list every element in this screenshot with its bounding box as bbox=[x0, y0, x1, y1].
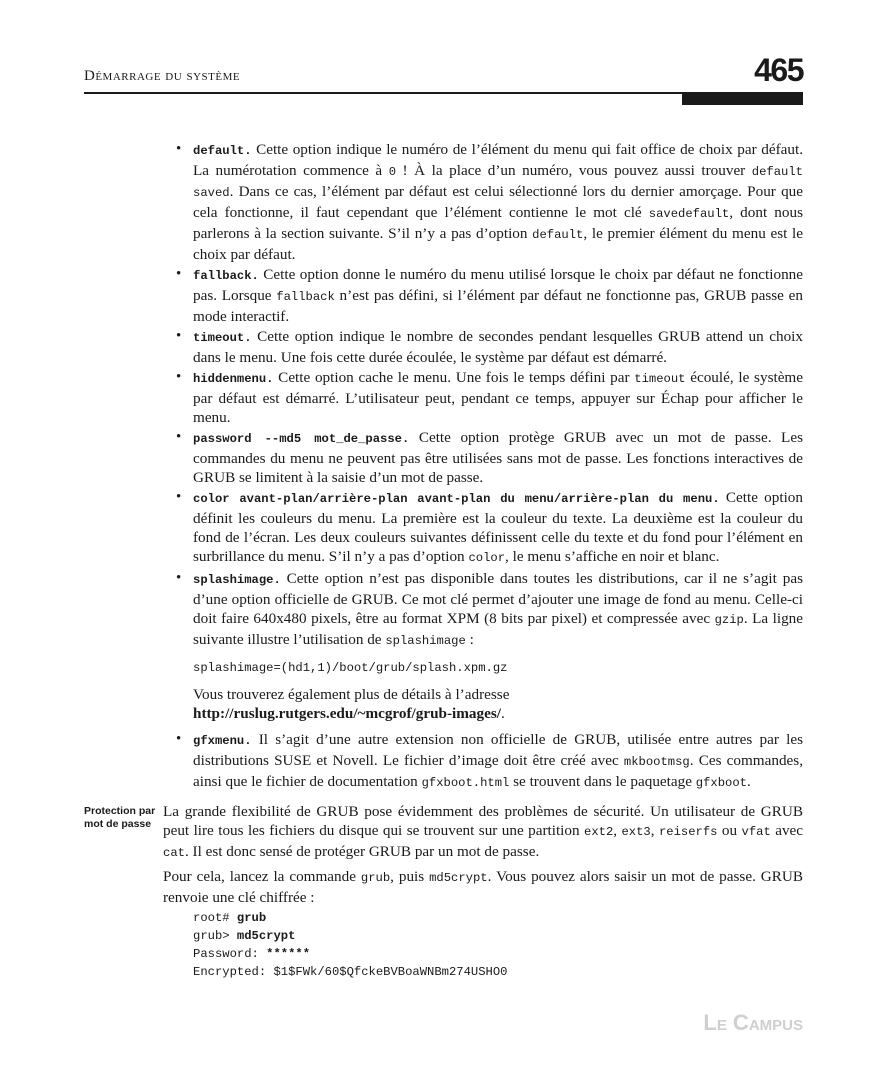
code-output: Encrypted: $1$FWk/60$QfckeBVBoaWNBm274USHO0 bbox=[193, 965, 508, 979]
item-text: Cette option protège GRUB avec un mot de passe. Les commandes du menu ne peuvent pas être utilisées sans mot de passe. Les fonctions interactives de GRUB se limitent à la saisie d’un mot de passe. bbox=[193, 429, 803, 486]
inline-code: fallback bbox=[276, 290, 335, 304]
bullet-icon: • bbox=[176, 369, 182, 385]
list-item-color bbox=[176, 488, 803, 568]
inline-code: savedefault bbox=[648, 207, 730, 221]
inline-code: gzip bbox=[714, 613, 744, 627]
inline-code: mkbootmsg bbox=[623, 755, 690, 769]
code-prompt: root# bbox=[193, 911, 237, 925]
inline-code: splashimage bbox=[385, 634, 466, 648]
margin-note: Protection par mot de passe bbox=[84, 805, 156, 830]
list-item-password bbox=[176, 428, 803, 487]
paragraph-text: Pour cela, lancez la commande bbox=[163, 868, 361, 885]
inline-code: cat bbox=[163, 846, 185, 860]
item-text: , le menu s’affiche en noir et blanc. bbox=[505, 548, 720, 565]
bullet-icon: • bbox=[176, 429, 182, 445]
option-term: fallback. bbox=[193, 269, 259, 283]
item-text: Cette option indique le numéro de l’élément du menu qui fait office de choix par défaut. La numérotation commence à bbox=[193, 141, 803, 179]
inline-code: default bbox=[532, 228, 584, 242]
item-text: Vous trouverez également plus de détails à l’adresse bbox=[193, 686, 510, 703]
inline-code: vfat bbox=[741, 825, 771, 839]
inline-code: grub bbox=[360, 871, 391, 885]
list-item-default bbox=[176, 140, 804, 264]
inline-code: gfxboot.html bbox=[421, 776, 510, 790]
option-term: gfxmenu. bbox=[193, 734, 252, 748]
item-text: Cette option donne le numéro du menu utilisé lorsque le choix par défaut ne fonctionne pas. Lorsque bbox=[193, 266, 803, 304]
item-text: . bbox=[500, 705, 505, 722]
paragraph-text: La grande flexibilité de GRUB pose évidemment des problèmes de sécurité. Un utilisateur de GRUB peut lire tous les fichiers du disque qui se trouvent sur une partition bbox=[163, 803, 803, 839]
paragraph-text: , bbox=[613, 822, 622, 839]
bullet-icon: • bbox=[176, 489, 182, 505]
bullet-icon: • bbox=[176, 266, 182, 282]
paragraph bbox=[163, 867, 803, 907]
paragraph-text: . Vous pouvez alors saisir un mot de passe. GRUB renvoie une clé chiffrée : bbox=[163, 868, 803, 906]
paragraph bbox=[163, 802, 803, 863]
inline-code: timeout bbox=[634, 372, 686, 386]
option-list bbox=[176, 140, 804, 794]
inline-code: md5crypt bbox=[429, 871, 488, 885]
option-term: hiddenmenu. bbox=[193, 372, 274, 386]
item-text: Il s’agit d’une autre extension non officielle de GRUB, utilisée entre autres par les distributions SUSE et Novell. Le fichier d’image doit être créé avec bbox=[193, 731, 803, 769]
option-term: color avant-plan/arrière-plan avant-plan du menu/arrière-plan du menu. bbox=[193, 492, 720, 506]
item-text: . Ces commandes, ainsi que le fichier de documentation bbox=[193, 752, 803, 790]
code-command: grub bbox=[236, 911, 267, 925]
inline-code: color bbox=[468, 551, 506, 565]
item-text: : bbox=[465, 631, 474, 648]
item-text: . La ligne suivante illustre l’utilisation de bbox=[193, 610, 804, 648]
code-prompt: Password: bbox=[193, 947, 267, 961]
header-block bbox=[682, 94, 803, 105]
url-link[interactable]: http://ruslug.rutgers.edu/~mcgrof/grub-images/ bbox=[193, 705, 501, 722]
item-text: Cette option indique le nombre de secondes pendant lesquelles GRUB attend un choix dans le menu. Une fois cette durée écoulée, le système par défaut est démarré. bbox=[193, 328, 803, 366]
item-text: , le premier élément du menu est le choix par défaut. bbox=[193, 225, 804, 263]
bullet-icon: • bbox=[176, 328, 182, 344]
list-item-hiddenmenu bbox=[176, 368, 803, 427]
option-term: password --md5 mot_de_passe. bbox=[193, 432, 410, 446]
item-text bbox=[193, 685, 803, 723]
paragraph-text: , bbox=[650, 822, 659, 839]
bullet-icon: • bbox=[176, 731, 182, 747]
code-command: md5crypt bbox=[236, 929, 296, 943]
paragraph-text: avec bbox=[770, 822, 804, 839]
page-number: 465 bbox=[754, 52, 803, 88]
publisher-logo: Le Campus bbox=[703, 1010, 803, 1035]
option-term: splashimage. bbox=[193, 573, 281, 587]
item-text: Cette option cache le menu. Une fois le temps défini par bbox=[273, 369, 635, 386]
running-header-title: Démarrage du système bbox=[84, 68, 241, 84]
paragraph-text: ou bbox=[717, 822, 742, 839]
bullet-icon: • bbox=[176, 141, 182, 157]
list-item-timeout bbox=[176, 327, 803, 367]
inline-code: ext3 bbox=[621, 825, 651, 839]
list-item-gfxmenu bbox=[176, 730, 803, 793]
paragraph-text: , puis bbox=[390, 868, 430, 885]
item-text: n’est pas défini, si l’élément par défaut ne fonctionne pas, GRUB passe en mode interactif. bbox=[193, 287, 803, 325]
option-term: timeout. bbox=[193, 331, 252, 345]
item-text: Cette option définit les couleurs du menu. La première est la couleur du texte. La deuxième est la couleur du fond de l’écran. Les deux couleurs suivantes définissent celle du texte et du fond pour l’élément en surbrillance du menu. S’il n’y a pas d’option bbox=[193, 489, 803, 565]
item-text: écoulé, le système par défaut est démarré. L’utilisateur peut, pendant ce temps, appuyer sur Échap pour afficher le menu. bbox=[193, 369, 803, 426]
bullet-icon: • bbox=[176, 570, 182, 586]
list-item-fallback bbox=[176, 265, 803, 326]
inline-code: default saved bbox=[193, 165, 803, 200]
code-prompt: grub> bbox=[193, 929, 237, 943]
item-text: ! À la place d’un numéro, vous pouvez aussi trouver bbox=[396, 162, 752, 179]
inline-code: 0 bbox=[388, 165, 397, 179]
list-item-splashimage bbox=[176, 569, 804, 723]
item-text: Cette option n’est pas disponible dans toutes les distributions, car il ne s’agit pas d’une option officielle de GRUB. Ce mot clé permet d’ajouter une image de fond au menu. Celle-ci doit faire 640x480 pixels, être au format XPM (8 bits par pixel) et compressée avec bbox=[193, 570, 803, 627]
item-text: se trouvent dans le paquetage bbox=[509, 773, 696, 790]
item-text: . Dans ce cas, l’élément par défaut est celui sélectionné lors du dernier amorçage. Pour que cela fonctionne, il faut cependant que l’élément contienne le mot clé bbox=[193, 183, 803, 221]
paragraph-text: . Il est donc sensé de protéger GRUB par un mot de passe. bbox=[184, 843, 540, 860]
inline-code: ext2 bbox=[584, 825, 614, 839]
terminal-code-block bbox=[193, 909, 508, 981]
item-text: . bbox=[746, 773, 751, 790]
option-term: default. bbox=[193, 144, 252, 158]
password-section bbox=[163, 802, 803, 911]
code-example: splashimage=(hd1,1)/boot/grub/splash.xpm.gz bbox=[193, 661, 508, 675]
inline-code: gfxboot bbox=[695, 776, 747, 790]
inline-code: reiserfs bbox=[658, 825, 718, 839]
item-text: , dont nous parlerons à la section suivante. S’il n’y a pas d’option bbox=[193, 204, 803, 242]
code-value: ****** bbox=[266, 947, 311, 961]
